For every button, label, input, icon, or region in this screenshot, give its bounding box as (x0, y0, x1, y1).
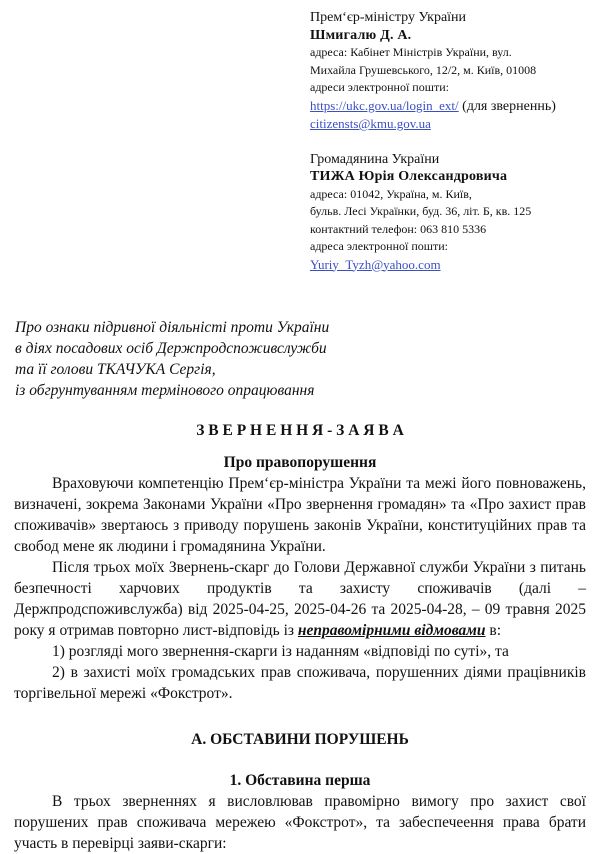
section-heading-circumstances: А. ОБСТАВИНИ ПОРУШЕНЬ (191, 731, 409, 748)
paragraph-complaints (14, 557, 586, 641)
sender-role: Громадянина України (310, 151, 440, 167)
sender-email-link[interactable]: Yuriy_Tyzh@yahoo.com (310, 256, 441, 272)
recipient1-email-link[interactable]: citizensts@kmu.gov.ua (310, 116, 431, 131)
paragraph-complaints-tail: в: (485, 622, 502, 639)
unlawful-refusals-emphasis: неправомірними відмовами (297, 622, 486, 639)
recipient1-portal-line (310, 97, 590, 116)
subject-line-2: в діях посадових осіб Держпродспоживслужби (15, 340, 327, 357)
list-item-1: 1) розгляді мого звернення-скарги із наданням «відповіді по суті», та (52, 643, 509, 660)
recipient1-address-line2: Михайла Грушевського, 12/2, м. Київ, 01008 (310, 62, 537, 77)
document-subtitle: Про правопорушення (223, 454, 377, 471)
sender-address-line1: адреса: 01042, Україна, м. Київ, (310, 186, 472, 201)
sender-email-line (310, 256, 590, 275)
recipient1-address-line1: адреса: Кабінет Міністрів України, вул. (310, 45, 512, 59)
sender-phone: контактний телефон: 063 810 5336 (310, 221, 487, 236)
recipient-block-prime-minister (310, 9, 590, 134)
recipient1-role: Прем‘єр-міністру України (310, 10, 467, 25)
paragraph-first-circumstance: В трьох зверненнях я висловлював правомірно вимогу про захист свої порушених прав споживача мережею «Фокстрот», та забеспечеення права брати участь в перевірці заяви-скарги: (14, 793, 586, 852)
list-item-2: 2) в захисті моїх громадських прав споживача, порушенних діями працівників торгівельної мережі «Фокстрот». (14, 664, 586, 702)
recipient1-name: Шмигалю Д. А. (310, 27, 412, 43)
recipient1-email-line (310, 115, 590, 134)
recipient1-email-label: адреси электронної пошти: (310, 80, 449, 94)
paragraph-complaints-text: Після трьох моїх Звернень-скарг до Голови Державної служби України з питань безпечності харчових продуктів та захисту споживачів (далі – Держпродспоживслужба) від 2025-04-25, 2025-04-26 та 2025-04-28, – 09 травня 2025 року я отримав повторно лист-відповідь із (14, 559, 586, 639)
sender-name: ТИЖА Юрія Олександровича (310, 169, 508, 184)
document-title: З В Е Р Н Е Н Н Я - З А Я В А (196, 422, 404, 439)
subsection-heading-first-circumstance: 1. Обставина перша (229, 772, 371, 789)
paragraph-competence: Враховуючи компетенцію Прем‘єр-міністра України та межі його повноважень, визначені, зокрема Законами України «Про звернення громадян» та «Про захист прав споживачів» звертаюсь з приводу порушень законів України, конституційних прав та свобод мене як людини і громадянина України. (14, 475, 586, 555)
subject-line-4: із обгрунтуванням термінового опрацювання (15, 382, 315, 399)
recipient-column (310, 0, 590, 274)
subject-line-1: Про ознаки підривної діяльністі проти України (15, 319, 330, 336)
sender-address-line2: бульв. Лесі Українки, буд. 36, літ. Б, кв. 125 (310, 204, 532, 218)
subject-block (15, 317, 600, 401)
portal-link[interactable]: https://ukc.gov.ua/login_ext/ (310, 97, 459, 113)
subject-line-3: та її голови ТКАЧУКА Сергія, (15, 361, 216, 378)
sender-block-citizen (310, 151, 590, 275)
sender-email-label: адреса электронної пошти: (310, 239, 449, 253)
portal-link-suffix: (для зверненнь) (458, 98, 556, 114)
